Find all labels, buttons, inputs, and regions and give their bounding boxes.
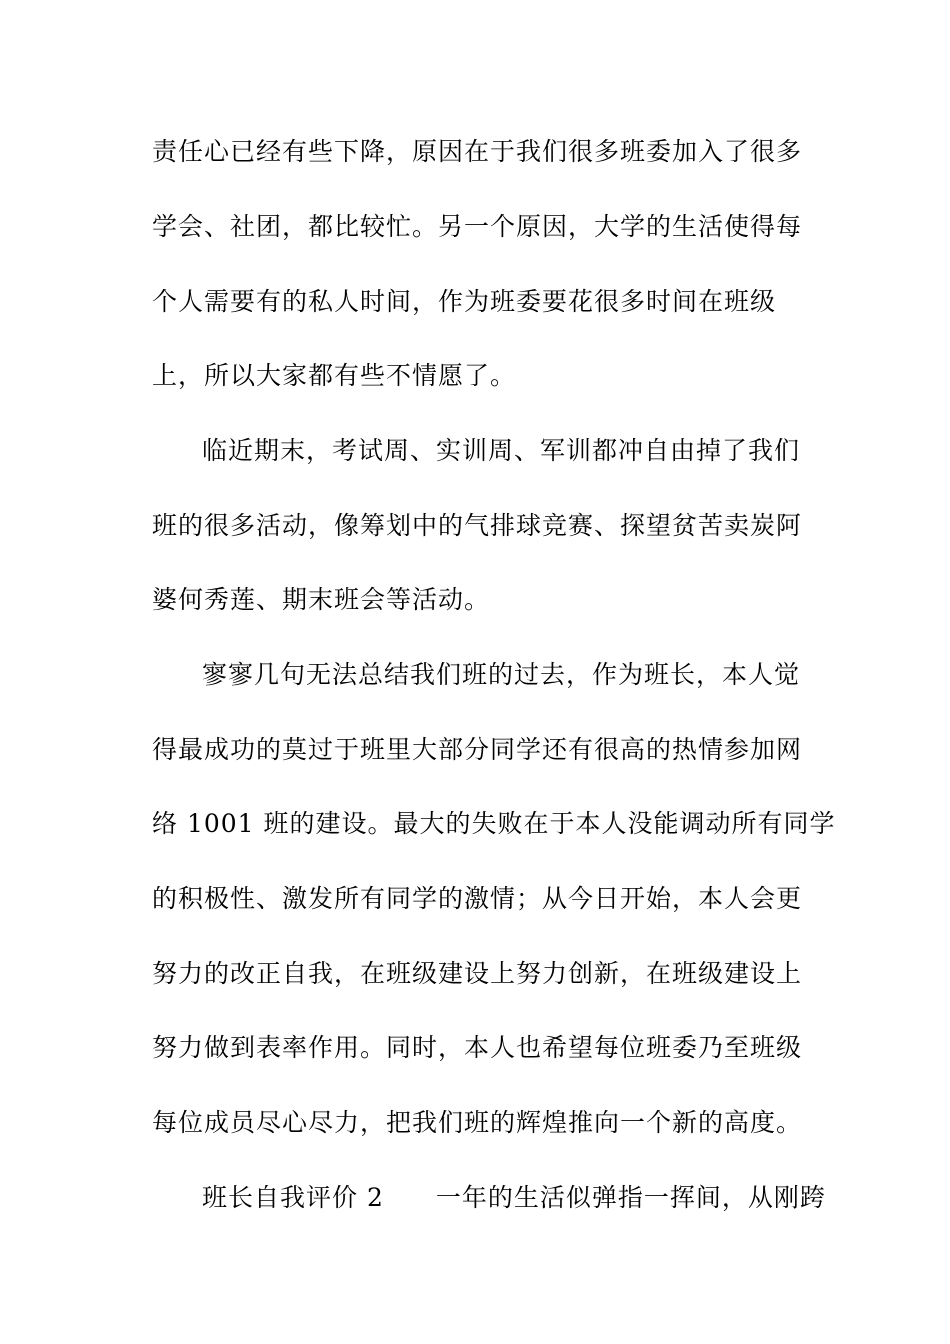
text-line: 每位成员尽心尽力，把我们班的辉煌推向一个新的高度。 — [152, 1108, 803, 1137]
text-line: 寥寥几句无法总结我们班的过去，作为班长，本人觉 — [202, 660, 801, 689]
text-line: 个人需要有的私人时间，作为班委要花很多时间在班级 — [152, 287, 777, 316]
text-line: 责任心已经有些下降，原因在于我们很多班委加入了很多 — [152, 137, 803, 166]
text-line: 络 1001 班的建设。最大的失败在于本人没能调动所有同学 — [152, 809, 836, 838]
text-line: 婆何秀莲、期末班会等活动。 — [152, 585, 491, 614]
text-line: 临近期末，考试周、实训周、军训都冲自由掉了我们 — [202, 436, 801, 465]
text-line: 努力的改正自我，在班级建设上努力创新，在班级建设上 — [152, 959, 803, 988]
text-line: 努力做到表率作用。同时，本人也希望每位班委乃至班级 — [152, 1033, 803, 1062]
text-line: 班的很多活动，像筹划中的气排球竞赛、探望贫苦卖炭阿 — [152, 511, 803, 540]
text-line: 得最成功的莫过于班里大部分同学还有很高的热情参加网 — [152, 735, 803, 764]
text-line: 的积极性、激发所有同学的激情；从今日开始，本人会更 — [152, 884, 803, 913]
text-line: 班长自我评价 2 一年的生活似弹指一挥间，从刚跨 — [202, 1183, 826, 1212]
text-line: 上，所以大家都有些不情愿了。 — [152, 361, 517, 390]
text-line: 学会、社团，都比较忙。另一个原因，大学的生活使得每 — [152, 212, 803, 241]
